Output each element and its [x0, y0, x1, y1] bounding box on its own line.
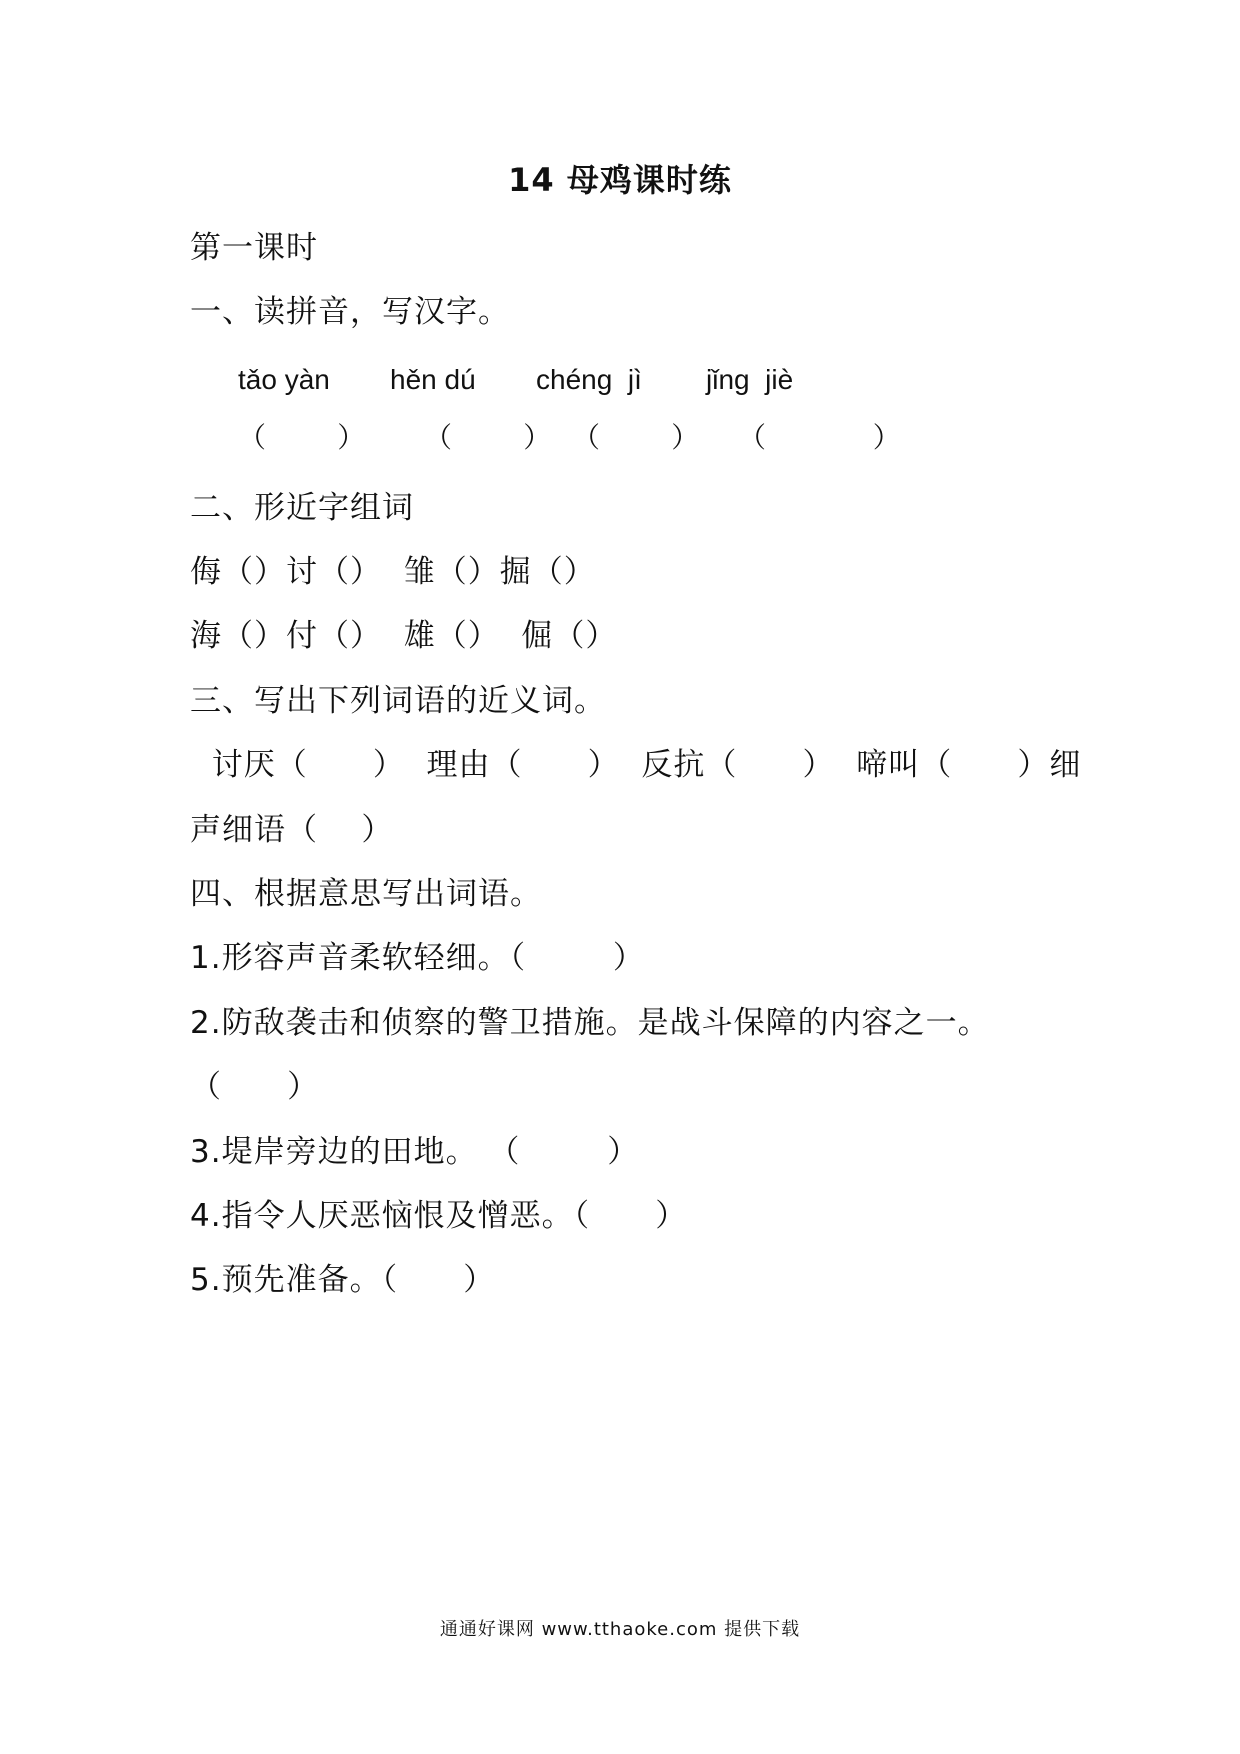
answer-blank[interactable]: （ ） — [738, 421, 901, 454]
pinyin-item: jǐng jiè — [706, 364, 794, 395]
similar-char-row-1[interactable]: 侮（）讨（） 雏（）掘（） — [190, 554, 596, 590]
page-footer: 通通好课网 www.tthaoke.com 提供下载 — [439, 1619, 801, 1640]
definition-item-2-blank[interactable]: （ ） — [190, 1069, 320, 1105]
answer-blank[interactable]: （ ） — [424, 421, 552, 454]
similar-char-row-2[interactable]: 海（）付（） 雄（） 倔（） — [190, 618, 618, 654]
definition-item-1[interactable]: 1.形容声音柔软轻细。（ ） — [190, 940, 645, 976]
lesson-label: 第一课时 — [190, 230, 318, 266]
answer-blank[interactable]: （ ） — [238, 421, 366, 454]
definition-item-2: 2.防敌袭击和侦察的警卫措施。是战斗保障的内容之一。 — [190, 1005, 990, 1041]
pinyin-item: chéng jì — [536, 364, 642, 395]
section-3-heading: 三、写出下列词语的近义词。 — [190, 683, 606, 719]
section-4-heading: 四、根据意思写出词语。 — [190, 876, 542, 912]
pinyin-item: tǎo yàn — [238, 364, 330, 395]
pinyin-item: hěn dú — [390, 364, 476, 395]
synonym-line-2[interactable]: 声细语（ ） — [190, 812, 394, 848]
definition-item-5[interactable]: 5.预先准备。（ ） — [190, 1262, 496, 1298]
definition-item-4[interactable]: 4.指令人厌恶恼恨及憎恶。（ ） — [190, 1198, 688, 1234]
section-2-heading: 二、形近字组词 — [190, 490, 414, 526]
definition-item-3[interactable]: 3.堤岸旁边的田地。 （ ） — [190, 1134, 640, 1170]
answer-blank[interactable]: （ ） — [572, 421, 700, 454]
page-title: 14 母鸡课时练 — [508, 161, 732, 199]
section-1-heading: 一、读拼音，写汉字。 — [190, 294, 510, 330]
synonym-line-1[interactable]: 讨厌（ ） 理由（ ） 反抗（ ） 啼叫（ ）细 — [190, 747, 1082, 783]
